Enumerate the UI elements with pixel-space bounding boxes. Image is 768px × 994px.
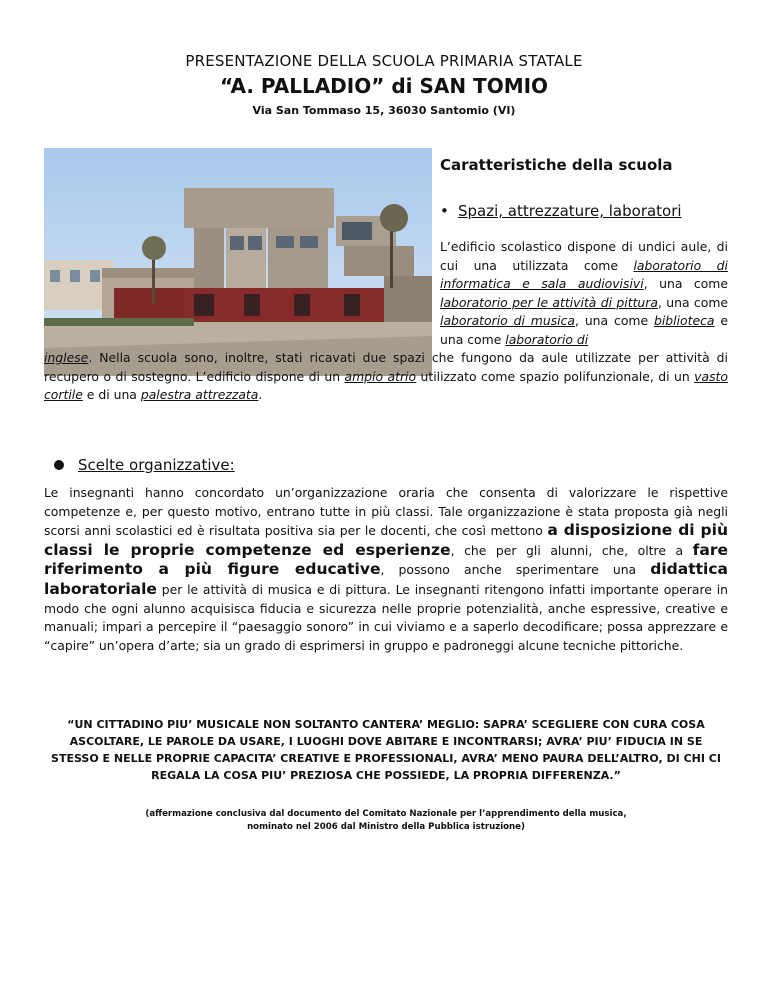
text-run: per le attività di musica e di pittura. Le insegnanti ritengono infatti importante operare in modo che ogni alunno acquisisca fiducia e sicurezza nelle proprie potenzialità, anche espressive, creative e manuali; impari a percepire il “paesaggio sonoro” in cui viviamo e a saperlo decodificare; possa apprezzare e “capire” un’opera d’arte; sia un grado di esprimersi in gruppo e padroneggi alcune tecniche pittoriche. bbox=[44, 581, 728, 653]
header-line1: PRESENTAZIONE DELLA SCUOLA PRIMARIA STATALE bbox=[185, 52, 583, 70]
text-run: Le insegnanti hanno concordato un’organizzazione oraria che consenta di valorizzare le rispettive competenze e, per questo motivo, entrano tutte in più classi. Tale organizzazione è stata proposta già negli scorsi anni scolastici ed è risultata positiva sia per le docenti, che così mettono bbox=[44, 485, 728, 539]
underlined-vasto-cortile: vasto cortile bbox=[44, 368, 728, 403]
underlined-palestra: palestra attrezzata bbox=[140, 387, 259, 403]
paragraph-scelte bbox=[44, 484, 728, 655]
paragraph-spazi-part2 bbox=[44, 349, 728, 405]
bold-didattica-laboratoriale: didattica laboratoriale bbox=[44, 560, 728, 598]
school-building-photo bbox=[44, 148, 432, 376]
text-run: utilizzato come spazio polifunzionale, di un bbox=[416, 368, 695, 384]
bold-figure-educative: fare riferimento a più figure educative bbox=[44, 540, 728, 579]
text-run: , possono anche sperimentare una bbox=[380, 562, 651, 578]
underlined-lab-musica: laboratorio di musica bbox=[440, 313, 576, 329]
section-title-scelte: Scelte organizzative: bbox=[78, 456, 235, 474]
bullet-spazi-label: Spazi, attrezzature, laboratori bbox=[458, 202, 682, 220]
bullet-dot-icon bbox=[54, 460, 64, 470]
text-run: , una come bbox=[657, 294, 729, 310]
text-run: e una come bbox=[440, 313, 728, 347]
quote-block: “UN CITTADINO PIU’ MUSICALE NON SOLTANTO CANTERA’ MEGLIO: SAPRA’ SCEGLIERE CON CURA COSA ASCOLTARE, LE PAROLE DA USARE, I LUOGHI DOVE ABITARE E INCONTRARSI; AVRA’ PIU’ FIDUCIA IN SE STESSO E NELLE PROPRIE CAPACITA’ CREATIVE E PROFESSIONALI, AVRA’ MENO PAURA DELL’ALTRO, DI CHI CI REGALA LA COSA PIU’ PREZIOSA CHE POSSIEDE, LA PROPRIA DIFFERENZA.” bbox=[51, 718, 721, 782]
text-run: , una come bbox=[575, 313, 654, 329]
section-title-caratteristiche: Caratteristiche della scuola bbox=[440, 156, 673, 174]
bullet-scelte bbox=[54, 456, 235, 474]
text-run: . bbox=[258, 387, 263, 403]
note-line1: (affermazione conclusiva dal documento del Comitato Nazionale per l’apprendimento della musica, bbox=[145, 809, 627, 819]
underlined-lab-pittura: laboratorio per le attività di pittura bbox=[440, 294, 658, 310]
bullet-dot-icon: • bbox=[440, 202, 449, 220]
note-line2: nominato nel 2006 dal Ministro della Pubblica istruzione) bbox=[247, 822, 525, 832]
bold-competenze: a disposizione di più classi le proprie competenze ed esperienze bbox=[44, 521, 729, 559]
text-run: L’edificio scolastico dispone di undici aule, di cui una utilizzata come bbox=[440, 239, 728, 273]
text-run: , una come bbox=[643, 276, 729, 292]
school-building-illustration bbox=[44, 148, 432, 376]
underlined-lab-inglese-2: inglese bbox=[44, 350, 89, 365]
bullet-spazi bbox=[440, 200, 728, 222]
underlined-biblioteca: biblioteca bbox=[653, 313, 715, 329]
text-run: e di una bbox=[82, 387, 141, 403]
underlined-lab-inglese-1: laboratorio di bbox=[505, 331, 589, 347]
paragraph-spazi-part1 bbox=[440, 238, 728, 350]
text-run: . Nella scuola sono, inoltre, stati ricavati due spazi che fungono da aule utilizzate per attività di recupero o di sostegno. L’edificio dispone di un bbox=[44, 350, 728, 384]
underlined-lab-informatica: laboratorio di informatica e sala audiovisivi bbox=[440, 257, 728, 292]
header-school-name: “A. PALLADIO” di SAN TOMIO bbox=[219, 74, 549, 98]
text-run: , che per gli alunni, che, oltre a bbox=[450, 542, 693, 558]
right-column bbox=[440, 150, 728, 222]
header-address: Via San Tommaso 15, 36030 Santomio (VI) bbox=[252, 104, 516, 117]
quote-source-note bbox=[44, 808, 728, 834]
underlined-ampio-atrio: ampio atrio bbox=[344, 368, 417, 384]
